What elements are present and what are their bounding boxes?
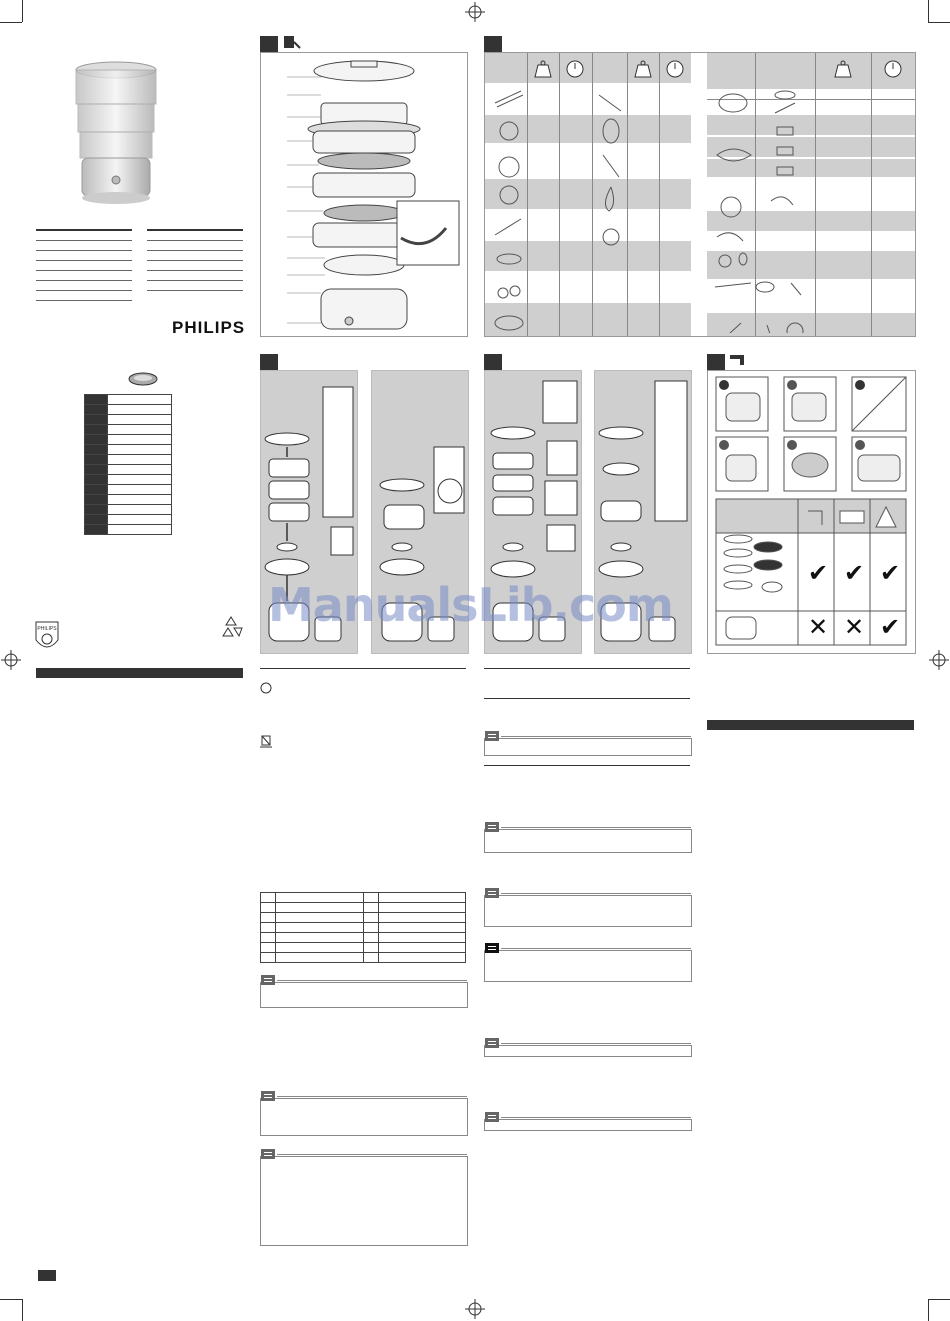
registration-mark-icon (1, 650, 21, 670)
wee-bin-icon (260, 734, 272, 748)
model-table-row (85, 465, 172, 475)
section-tag (484, 36, 502, 52)
tap-icon (728, 351, 748, 369)
section-tag (260, 36, 278, 52)
note-box (484, 1045, 692, 1057)
check-icon: ✔ (808, 559, 829, 587)
note-box (484, 829, 692, 853)
warning-box (484, 950, 692, 982)
weight-icon (633, 59, 653, 79)
exploded-view-panel (260, 52, 468, 337)
model-table-row (85, 485, 172, 495)
model-table-row (85, 495, 172, 505)
divider (260, 668, 466, 669)
model-table-row (85, 435, 172, 445)
assembly-icon (282, 34, 302, 52)
warning-icon (485, 943, 499, 953)
note-icon (485, 1038, 499, 1048)
note-icon (261, 1149, 275, 1159)
cross-icon: ✕ (808, 613, 829, 641)
food-illustrations (491, 87, 687, 333)
model-table-row (85, 475, 172, 485)
divider (484, 698, 690, 699)
note-icon (485, 1112, 499, 1122)
note-icon (485, 822, 499, 832)
note-icon (261, 975, 275, 985)
registration-mark-icon (465, 1299, 485, 1319)
food-steaming-tables (484, 52, 916, 337)
spec-table (260, 892, 466, 963)
weight-icon (833, 59, 853, 79)
recycle-icon (260, 682, 272, 694)
steamer-product-image (68, 58, 164, 208)
page-number-badge (38, 1270, 56, 1281)
model-table-row (85, 415, 172, 425)
weight-icon (533, 59, 553, 79)
timer-icon (883, 59, 903, 79)
check-icon: ✔ (880, 559, 901, 587)
divider (484, 668, 690, 669)
svg-text:PHILIPS: PHILIPS (37, 626, 57, 632)
model-table (84, 394, 172, 535)
philips-shield-icon (34, 620, 60, 654)
timer-icon (565, 59, 585, 79)
check-icon: ✔ (844, 559, 865, 587)
section-bar (707, 720, 914, 730)
note-box (484, 1119, 692, 1131)
model-table-row (85, 445, 172, 455)
model-table-row (85, 395, 172, 405)
model-table-row (85, 425, 172, 435)
philips-logo: PHILIPS (172, 318, 246, 337)
steamer-parts-diagram (261, 53, 467, 336)
registration-mark-icon (465, 2, 485, 22)
check-icon: ✔ (880, 613, 901, 641)
note-icon (485, 888, 499, 898)
rice-bowl-icon (128, 372, 158, 386)
tip-box (260, 1098, 468, 1136)
divider (484, 765, 690, 766)
timer-icon (665, 59, 685, 79)
registration-mark-icon (929, 650, 949, 670)
section-tag (260, 354, 278, 370)
model-table-row (85, 505, 172, 515)
cross-icon: ✕ (844, 613, 865, 641)
model-table-row (85, 455, 172, 465)
section-tag (707, 354, 725, 370)
section-tag (484, 354, 502, 370)
note-box (260, 1156, 468, 1246)
watermark: ManualsLib.com (268, 578, 673, 632)
note-box (484, 738, 692, 756)
model-table-row (85, 405, 172, 415)
recycle-icon (218, 614, 244, 640)
model-table-row (85, 525, 172, 535)
tip-icon (261, 1091, 275, 1101)
meat-fish-illustrations (711, 87, 911, 333)
note-box (260, 982, 468, 1008)
cleaning-panel (707, 370, 916, 654)
model-table-row (85, 515, 172, 525)
section-bar (36, 668, 243, 678)
note-box (484, 895, 692, 927)
note-icon (485, 731, 499, 741)
